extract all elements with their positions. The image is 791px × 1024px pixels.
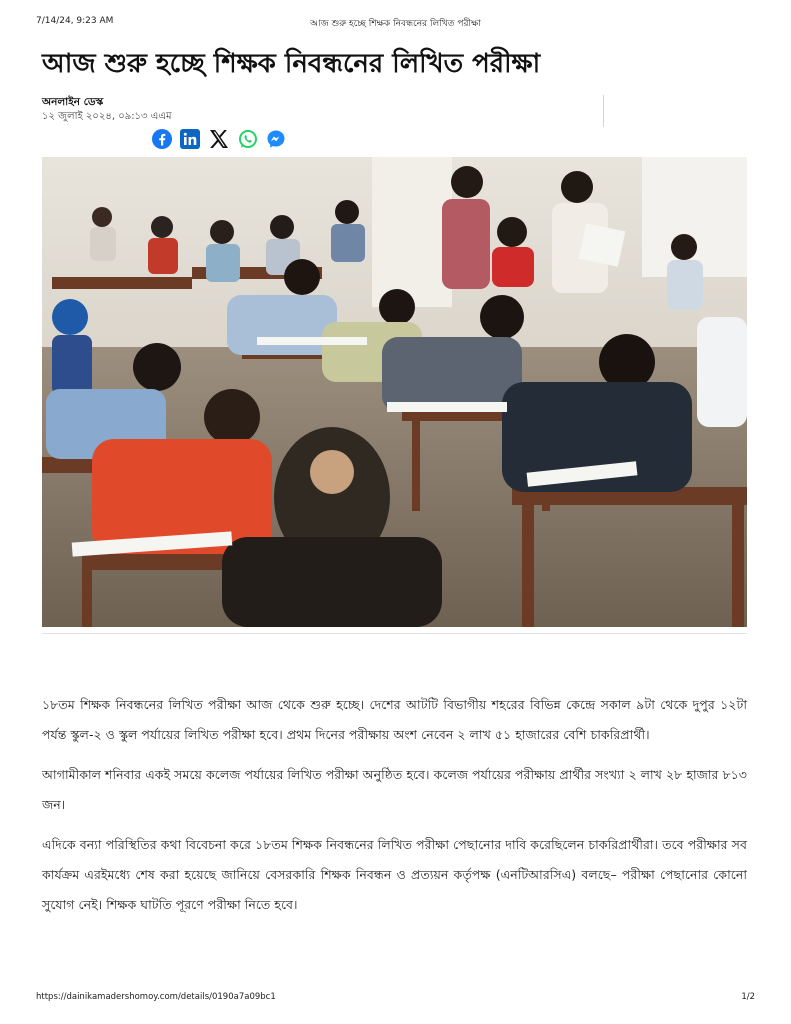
author-name[interactable]: অনলাইন ডেস্ক xyxy=(42,96,104,108)
print-page-title: আজ শুরু হচ্ছে শিক্ষক নিবন্ধনের লিখিত পরীক্ষা xyxy=(310,19,481,29)
article-paragraph: আগামীকাল শনিবার একই সময়ে কলেজ পর্যায়ের লিখিত পরীক্ষা অনুষ্ঠিত হবে। কলেজ পর্যায়ের পরীক্ষায় প্রার্থীর সংখ্যা ২ লাখ ২৮ হাজার ৮১৩ জন। xyxy=(42,767,747,812)
print-datetime: 7/14/24, 9:23 AM xyxy=(36,16,114,26)
publish-time: ১২ জুলাই ২০২৪, ০৯:১৩ এএম xyxy=(42,111,172,122)
exam-hall-illustration xyxy=(42,157,747,627)
print-header xyxy=(36,16,755,30)
facebook-icon xyxy=(152,129,172,149)
page-url[interactable]: https://dainikamadershomoy.com/details/0190a7a09bc1 xyxy=(36,992,276,1002)
messenger-share-button[interactable] xyxy=(266,129,286,149)
print-footer xyxy=(36,992,755,1004)
whatsapp-icon xyxy=(238,129,258,149)
share-bar xyxy=(152,128,286,150)
whatsapp-share-button[interactable] xyxy=(238,129,258,149)
photo-divider xyxy=(42,633,747,634)
page-number: 1/2 xyxy=(741,992,755,1002)
linkedin-icon xyxy=(180,129,200,149)
x-share-button[interactable] xyxy=(208,129,230,149)
messenger-icon xyxy=(266,129,286,149)
article-headline: আজ শুরু হচ্ছে শিক্ষক নিবন্ধনের লিখিত পরীক্ষা xyxy=(42,49,541,79)
article-body xyxy=(42,690,747,930)
facebook-share-button[interactable] xyxy=(152,129,172,149)
x-icon xyxy=(208,129,230,149)
byline xyxy=(42,95,604,127)
article-paragraph: এদিকে বন্যা পরিস্থিতির কথা বিবেচনা করে ১৮তম শিক্ষক নিবন্ধনের লিখিত পরীক্ষা পেছানোর দাবি করেছিলেন চাকরিপ্রার্থীরা। তবে পরীক্ষার সব কার্যক্রম এরইমধ্যে শেষ করা হয়েছে জানিয়ে বেসরকারি শিক্ষক নিবন্ধন ও প্রত্যয়ন কর্তৃপক্ষ (এনটিআরসিএ) বলছে– পরীক্ষা পেছানোর কোনো সুযোগ নেই। শিক্ষক ঘাটতি পূরণে পরীক্ষা নিতে হবে। xyxy=(42,837,747,912)
article-paragraph: ১৮তম শিক্ষক নিবন্ধনের লিখিত পরীক্ষা আজ থেকে শুরু হচ্ছে। দেশের আটটি বিভাগীয় শহরের বিভিন্ন কেন্দ্রে সকাল ৯টা থেকে দুপুর ১২টা পর্যন্ত স্কুল-২ ও স্কুল পর্যায়ের লিখিত পরীক্ষা হবে। প্রথম দিনের পরীক্ষায় অংশ নেবেন ২ লাখ ৫১ হাজারের বেশি চাকরিপ্রার্থী। xyxy=(42,697,747,742)
article-photo-exam-hall xyxy=(42,157,747,627)
linkedin-share-button[interactable] xyxy=(180,129,200,149)
